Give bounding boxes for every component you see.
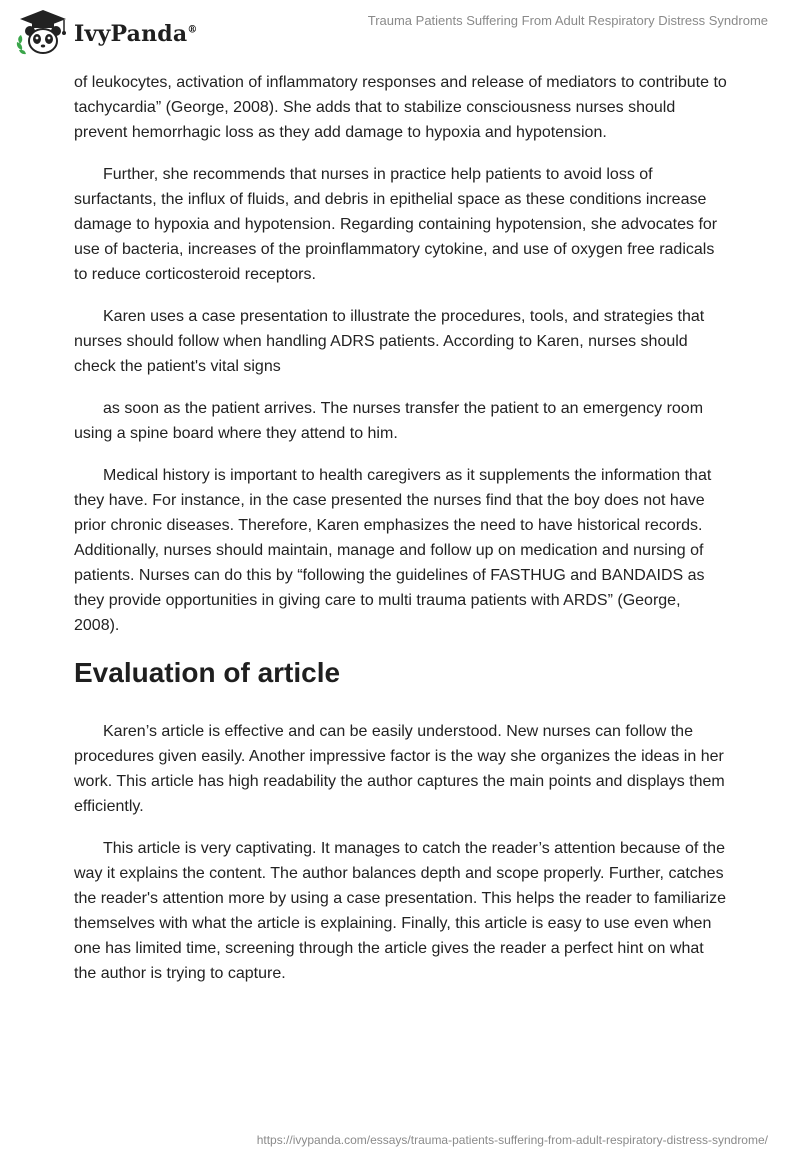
panda-mascot-icon — [14, 8, 72, 58]
source-url[interactable]: https://ivypanda.com/essays/trauma-patients-suffering-from-adult-respiratory-distress-syndrome/ — [256, 1133, 768, 1147]
section-heading: Evaluation of article — [74, 657, 341, 688]
document-title: Trauma Patients Suffering From Adult Respiratory Distress Syndrome — [367, 13, 768, 28]
paragraph: Further, she recommends that nurses in practice help patients to avoid loss of surfactants, the influx of fluids, and debris in epithelial space as these conditions increase damage to hypoxia and hypotension. Regarding containing hypotension, she advocates for use of bacteria, increases of the proinflammatory cytokine, and use of oxygen free radicals to reduce corticosteroid receptors. — [74, 166, 718, 283]
paragraph-continued: of leukocytes, activation of inflammatory responses and release of mediators to contribute to tachycardia” (George, 2008). She adds that to stabilize consciousness nurses should prevent hemorrhagic loss as they add damage to hypoxia and hypotension. — [74, 74, 727, 141]
logo-text: IvyPanda® — [74, 21, 198, 47]
paragraph: as soon as the patient arrives. The nurses transfer the patient to an emergency room using a spine board where they attend to him. — [74, 400, 704, 442]
essay-body — [74, 70, 730, 1003]
page-header — [0, 0, 800, 60]
paragraph: Medical history is important to health caregivers as it supplements the information that they have. For instance, in the case presented the nurses find that the boy does not have prior chronic diseases. Therefore, Karen emphasizes the need to have historical records. Additionally, nurses should maintain, manage and follow up on medication and nursing of patients. Nurses can do this by “following the guidelines of FASTHUG and BANDAIDS as they provide opportunities in giving care to multi trauma patients with ARDS” (George, 2008). — [74, 467, 712, 634]
paragraph: Karen uses a case presentation to illustrate the procedures, tools, and strategies that nurses should follow when handling ADRS patients. According to Karen, nurses should check the patient's vital signs — [74, 308, 705, 375]
ivypanda-logo[interactable] — [14, 8, 198, 58]
paragraph: This article is very captivating. It manages to catch the reader’s attention because of the way it explains the content. The author balances depth and scope properly. Further, catches the reader's attention more by using a case presentation. This helps the reader to familiarize themselves with what the article is explaining. Finally, this article is easy to use even when one has limited time, screening through the article gives the reader a perfect hint on what the author is trying to capture. — [74, 840, 727, 982]
paragraph: Karen’s article is effective and can be easily understood. New nurses can follow the procedures given easily. Another impressive factor is the way she organizes the ideas in her work. This article has high readability the author captures the main points and displays them efficiently. — [74, 723, 725, 815]
